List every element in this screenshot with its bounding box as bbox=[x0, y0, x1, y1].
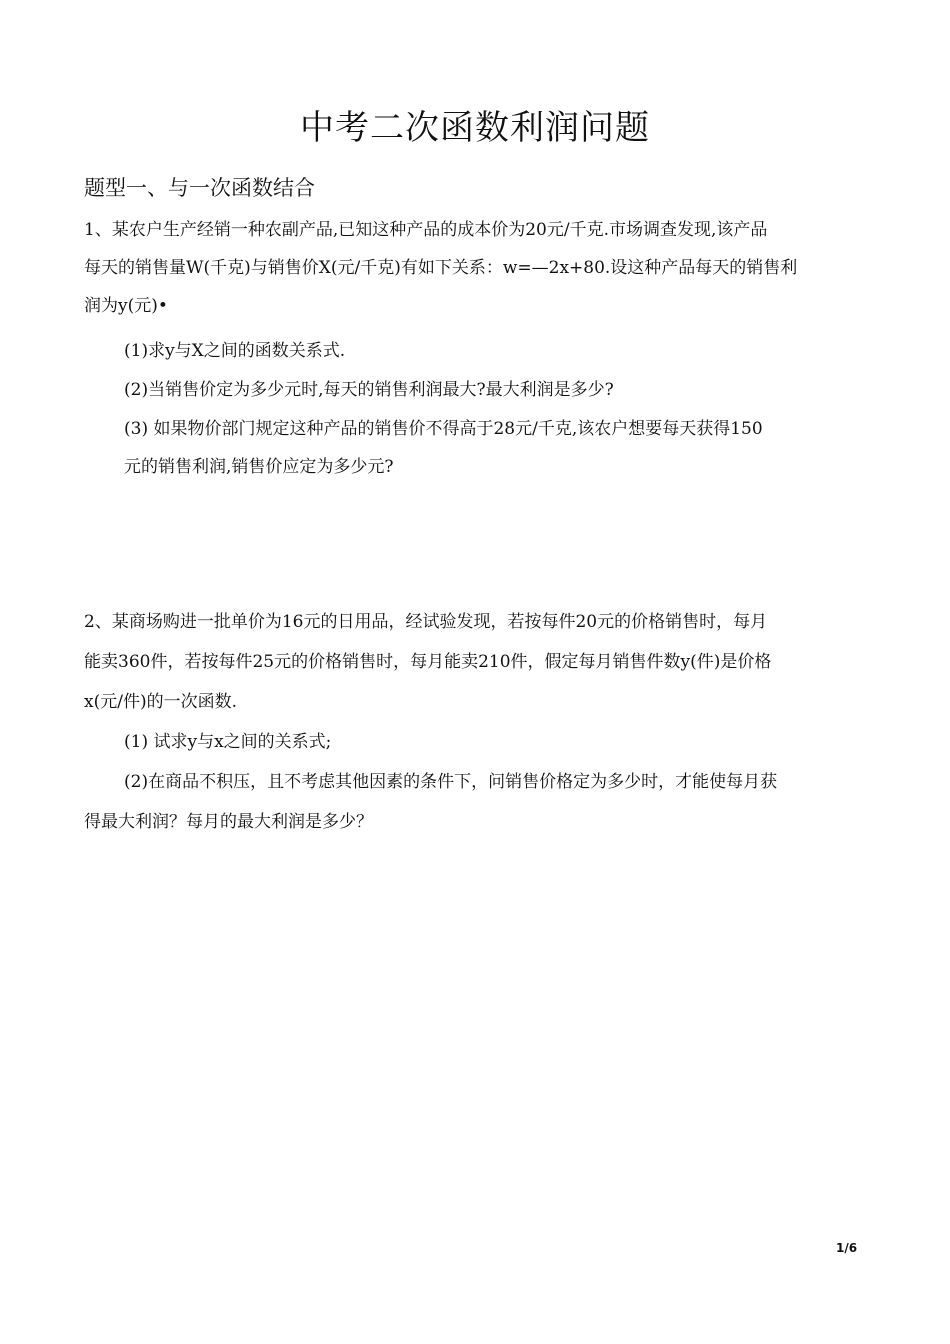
page-number: 1/6 bbox=[836, 1241, 858, 1255]
problem2-line2: 能卖360件，若按每件25元的价格销售时，每月能卖210件，假定每月销售件数y(件)是价格 bbox=[84, 652, 772, 672]
problem1-question3-line1: (3) 如果物价部门规定这种产品的销售价不得高于28元/千克,该农户想要每天获得150 bbox=[124, 419, 763, 439]
problem1-question1: (1)求y与X之间的函数关系式. bbox=[124, 341, 346, 361]
problem1-line2: 每天的销售量W(千克)与销售价X(元/千克)有如下关系：w=—2x+80.设这种产品每天的销售利 bbox=[84, 258, 798, 278]
problem2-line1: 2、某商场购进一批单价为16元的日用品，经试验发现，若按每件20元的价格销售时，每月 bbox=[84, 612, 768, 632]
problem2-question1: (1) 试求y与x之间的关系式; bbox=[124, 732, 332, 752]
problem2-line3: x(元/件)的一次函数. bbox=[84, 692, 237, 712]
problem1-line3: 润为y(元)• bbox=[84, 296, 168, 316]
problem1-question3-line2: 元的销售利润,销售价应定为多少元? bbox=[124, 457, 394, 477]
section-heading: 题型一、与一次函数结合 bbox=[84, 176, 315, 200]
problem1-question2: (2)当销售价定为多少元时,每天的销售利润最大?最大利润是多少? bbox=[124, 380, 614, 400]
page-title: 中考二次函数利润问题 bbox=[300, 108, 650, 148]
problem1-line1: 1、某农户生产经销一种农副产品,已知这种产品的成本价为20元/千克.市场调查发现,该产品 bbox=[84, 220, 768, 240]
problem2-question2-line2: 得最大利润？每月的最大利润是多少？ bbox=[84, 812, 373, 832]
problem2-question2-line1: (2)在商品不积压，且不考虑其他因素的条件下，问销售价格定为多少时，才能使每月获 bbox=[124, 772, 778, 792]
